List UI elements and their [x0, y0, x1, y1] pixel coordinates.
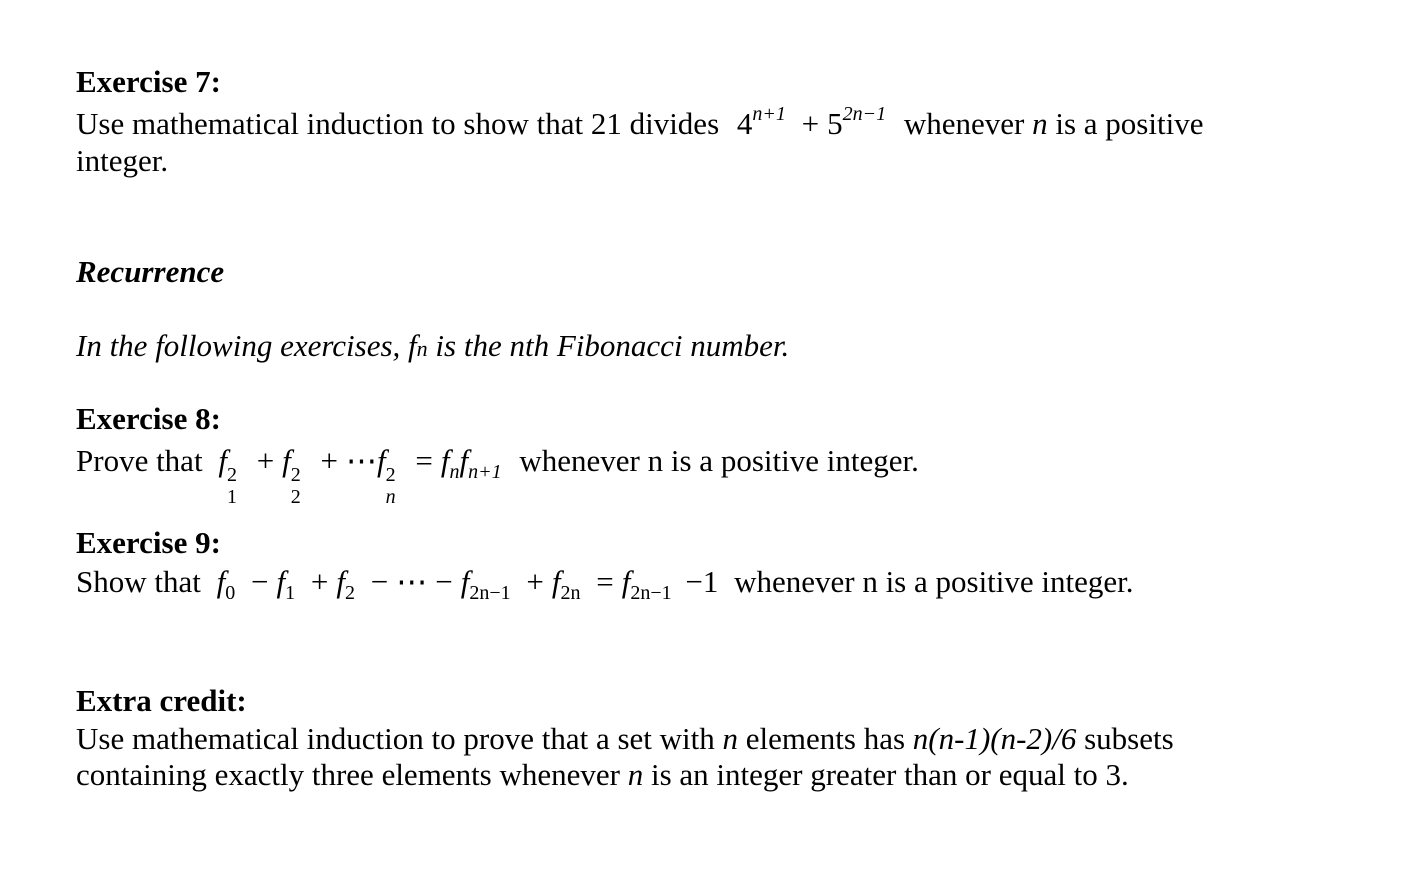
ex8-idxn: n — [385, 486, 396, 508]
ex9-sub1: 1 — [285, 582, 296, 604]
extra-l1c: subsets — [1084, 721, 1174, 756]
exercise-9-statement — [76, 564, 1134, 604]
ex9-suffix: whenever n is a positive integer. — [734, 564, 1134, 599]
ex8-dots: ⋯ — [346, 443, 378, 478]
ex8-eq: = — [415, 443, 433, 478]
ex9-prefix: Show that — [76, 564, 201, 599]
ex9-dots: ⋯ — [396, 564, 428, 599]
extra-var-n-1: n — [722, 721, 739, 756]
ex8-f-n1: f — [459, 443, 469, 478]
ex9-plus1: + — [310, 564, 329, 599]
ex8-sq2: 2 — [290, 464, 301, 486]
extra-l1b: elements has — [745, 721, 906, 756]
ex9-eq: = — [596, 564, 614, 599]
ex7-var-n: n — [1032, 106, 1048, 141]
ex8-suffix: whenever n is a positive integer. — [519, 443, 919, 478]
extra-formula: n(n-1)(n-2)/6 — [912, 721, 1077, 756]
ex7-base-4: 4 — [736, 106, 753, 141]
ex9-minus3: − — [435, 564, 453, 599]
exercise-7-title: Exercise 7: — [76, 64, 221, 99]
ex8-formula — [218, 443, 509, 508]
extra-l1a: Use mathematical induction to prove that a set with — [76, 721, 715, 756]
extra-credit-line-1 — [76, 721, 1174, 757]
ex9-sub2: 2 — [344, 582, 355, 604]
ex8-fn: f — [377, 443, 386, 478]
ex8-plus2: + — [320, 443, 339, 478]
ex9-f0: f — [216, 564, 226, 599]
ex9-minus1: − — [251, 564, 269, 599]
ex7-exp-n-plus-1: n+1 — [752, 103, 786, 125]
ex8-f-n: f — [440, 443, 450, 478]
ex9-minus-one: −1 — [685, 564, 719, 599]
ex7-whenever: whenever — [903, 106, 1025, 141]
recurrence-intro-a: In the following exercises, — [76, 328, 401, 363]
ex9-sub2n1-rhs: 2n−1 — [630, 582, 672, 604]
extra-l2a: containing exactly three elements whenever — [76, 757, 620, 792]
ex9-minus2: − — [370, 564, 389, 599]
extra-l2b: is an integer greater than or equal to 3. — [650, 757, 1129, 792]
extra-credit-title: Extra credit: — [76, 683, 247, 718]
exercise-7-statement-line-1 — [76, 103, 1204, 146]
recurrence-f: f — [408, 328, 417, 363]
recurrence-intro — [76, 328, 789, 367]
ex7-plus: + — [801, 106, 820, 141]
exercise-8-title: Exercise 8: — [76, 401, 221, 436]
ex9-formula — [216, 564, 726, 604]
ex7-text: Use mathematical induction to show that 21 divides — [76, 106, 720, 141]
ex8-idx2: 2 — [290, 486, 301, 508]
ex9-sub0: 0 — [225, 582, 236, 604]
ex7-positive: is a positive — [1055, 106, 1204, 141]
ex9-f1: f — [276, 564, 286, 599]
ex8-plus1: + — [256, 443, 275, 478]
ex8-f1: f — [218, 443, 227, 478]
ex7-exp-2n-minus-1: 2n−1 — [842, 103, 887, 125]
extra-var-n-2: n — [627, 757, 644, 792]
ex7-formula — [736, 103, 894, 141]
ex8-sqn: 2 — [385, 464, 396, 486]
ex8-f2: f — [282, 443, 291, 478]
ex9-sub2n: 2n — [560, 582, 581, 604]
ex9-plus2: + — [526, 564, 544, 599]
exercise-9-title: Exercise 9: — [76, 525, 221, 560]
ex9-f2n: f — [551, 564, 561, 599]
exercise-7-statement-line-2: integer. — [76, 143, 169, 178]
ex9-sub2n1: 2n−1 — [469, 582, 511, 604]
ex9-f2n1: f — [460, 564, 470, 599]
recurrence-heading: Recurrence — [76, 254, 225, 289]
exercise-8-statement — [76, 443, 919, 508]
recurrence-n: n — [416, 336, 428, 361]
ex8-sub-n: n — [449, 461, 460, 483]
ex9-f2n1-rhs: f — [621, 564, 631, 599]
ex8-sq1: 2 — [226, 464, 237, 486]
ex8-sub-n1: n+1 — [468, 461, 502, 483]
recurrence-intro-b: is the nth Fibonacci number. — [435, 328, 790, 363]
extra-credit-line-2 — [76, 757, 1129, 793]
ex7-base-5: 5 — [827, 106, 843, 141]
ex8-prefix: Prove that — [76, 443, 203, 478]
ex8-idx1: 1 — [226, 486, 237, 508]
ex9-f2: f — [336, 564, 345, 599]
